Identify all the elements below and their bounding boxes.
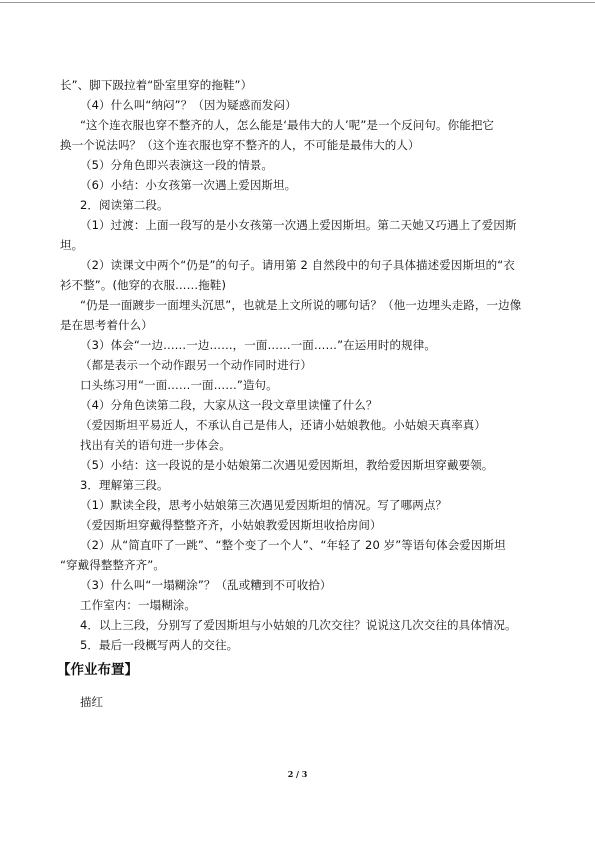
paragraph-line: 坦。	[60, 238, 84, 252]
paragraph-line: （5）分角色即兴表演这一段的情景。	[80, 158, 274, 172]
paragraph-line: “这个连衣服也穿不整齐的人，怎么能是‘最伟大的人’呢”是一个反问句。你能把它	[80, 118, 495, 132]
paragraph-line: （4）什么叫“纳闷”？（因为疑惑而发闷）	[80, 98, 297, 112]
paragraph-line: “穿戴得整整齐齐”。	[60, 558, 165, 572]
paragraph-line: 长”、脚下趿拉着“卧室里穿的拖鞋”）	[60, 78, 253, 92]
header-rule	[0, 2, 595, 3]
paragraph-line: （1）过渡：上面一段写的是小女孩第一次遇上爱因斯坦。第二天她又巧遇上了爱因斯	[80, 218, 517, 232]
page-number: 2 / 3	[287, 769, 308, 779]
paragraph-line: 4．以上三段，分别写了爱因斯坦与小姑娘的几次交往？说说这几次交往的具体情况。	[80, 618, 517, 632]
document-body	[60, 75, 540, 655]
paragraph-line: （6）小结：小女孩第一次遇上爱因斯坦。	[80, 178, 297, 192]
paragraph-line: （爱因斯坦穿戴得整整齐齐，小姑娘教爱因斯坦收拾房间）	[80, 518, 382, 532]
section-heading-homework: 【作业布置】	[57, 662, 138, 678]
paragraph-line: （2）从“简直吓了一跳”、“整个变了一个人”、“年轻了 20 岁”等语句体会爱因斯坦	[80, 538, 506, 552]
paragraph-line: 是在思考着什么）	[60, 318, 153, 332]
paragraph-line: （1）默读全段，思考小姑娘第三次遇见爱因斯坦的情况。写了哪两点？	[80, 498, 448, 512]
paragraph-line: “仍是一面踱步一面埋头沉思”，也就是上文所说的哪句话？（他一边埋头走路，一边像	[80, 298, 522, 312]
paragraph-line: 2．阅读第二段。	[80, 198, 169, 212]
paragraph-line: （4）分角色读第二段，大家从这一段文章里读懂了什么？	[80, 398, 378, 412]
paragraph-line: （爱因斯坦平易近人，不承认自己是伟人，还请小姑娘教他。小姑娘天真率真）	[80, 418, 486, 432]
paragraph-line: 换一个说法吗？（这个连衣服也穿不整齐的人，不可能是最伟大的人）	[60, 138, 420, 152]
paragraph-line: 工作室内：一塌糊涂。	[80, 598, 196, 612]
homework-text: 描红	[80, 695, 103, 709]
paragraph-line: 找出有关的语句进一步体会。	[80, 438, 231, 452]
paragraph-line: （2）读课文中两个“仍是”的句子。请用第 2 自然段中的句子具体描述爱因斯坦的“衣	[80, 258, 515, 272]
paragraph-line: （5）小结：这一段说的是小姑娘第二次遇见爱因斯坦，教给爱因斯坦穿戴要领。	[80, 458, 494, 472]
paragraph-line: （3）体会“一边……一边……，一面……一面……”在运用时的规律。	[80, 338, 436, 352]
paragraph-line: 3．理解第三段。	[80, 478, 169, 492]
paragraph-line: 口头练习用“一面……一面……”造句。	[80, 378, 278, 392]
paragraph-line: 5．最后一段概写两人的交往。	[80, 638, 239, 652]
paragraph-line: （3）什么叫“一塌糊涂”？（乱或糟到不可收拾）	[80, 578, 332, 592]
paragraph-line: （都是表示一个动作跟另一个动作同时进行）	[80, 358, 312, 372]
paragraph-line: 衫不整”。(他穿的衣服……拖鞋)	[60, 278, 227, 292]
document-page	[57, 75, 540, 712]
